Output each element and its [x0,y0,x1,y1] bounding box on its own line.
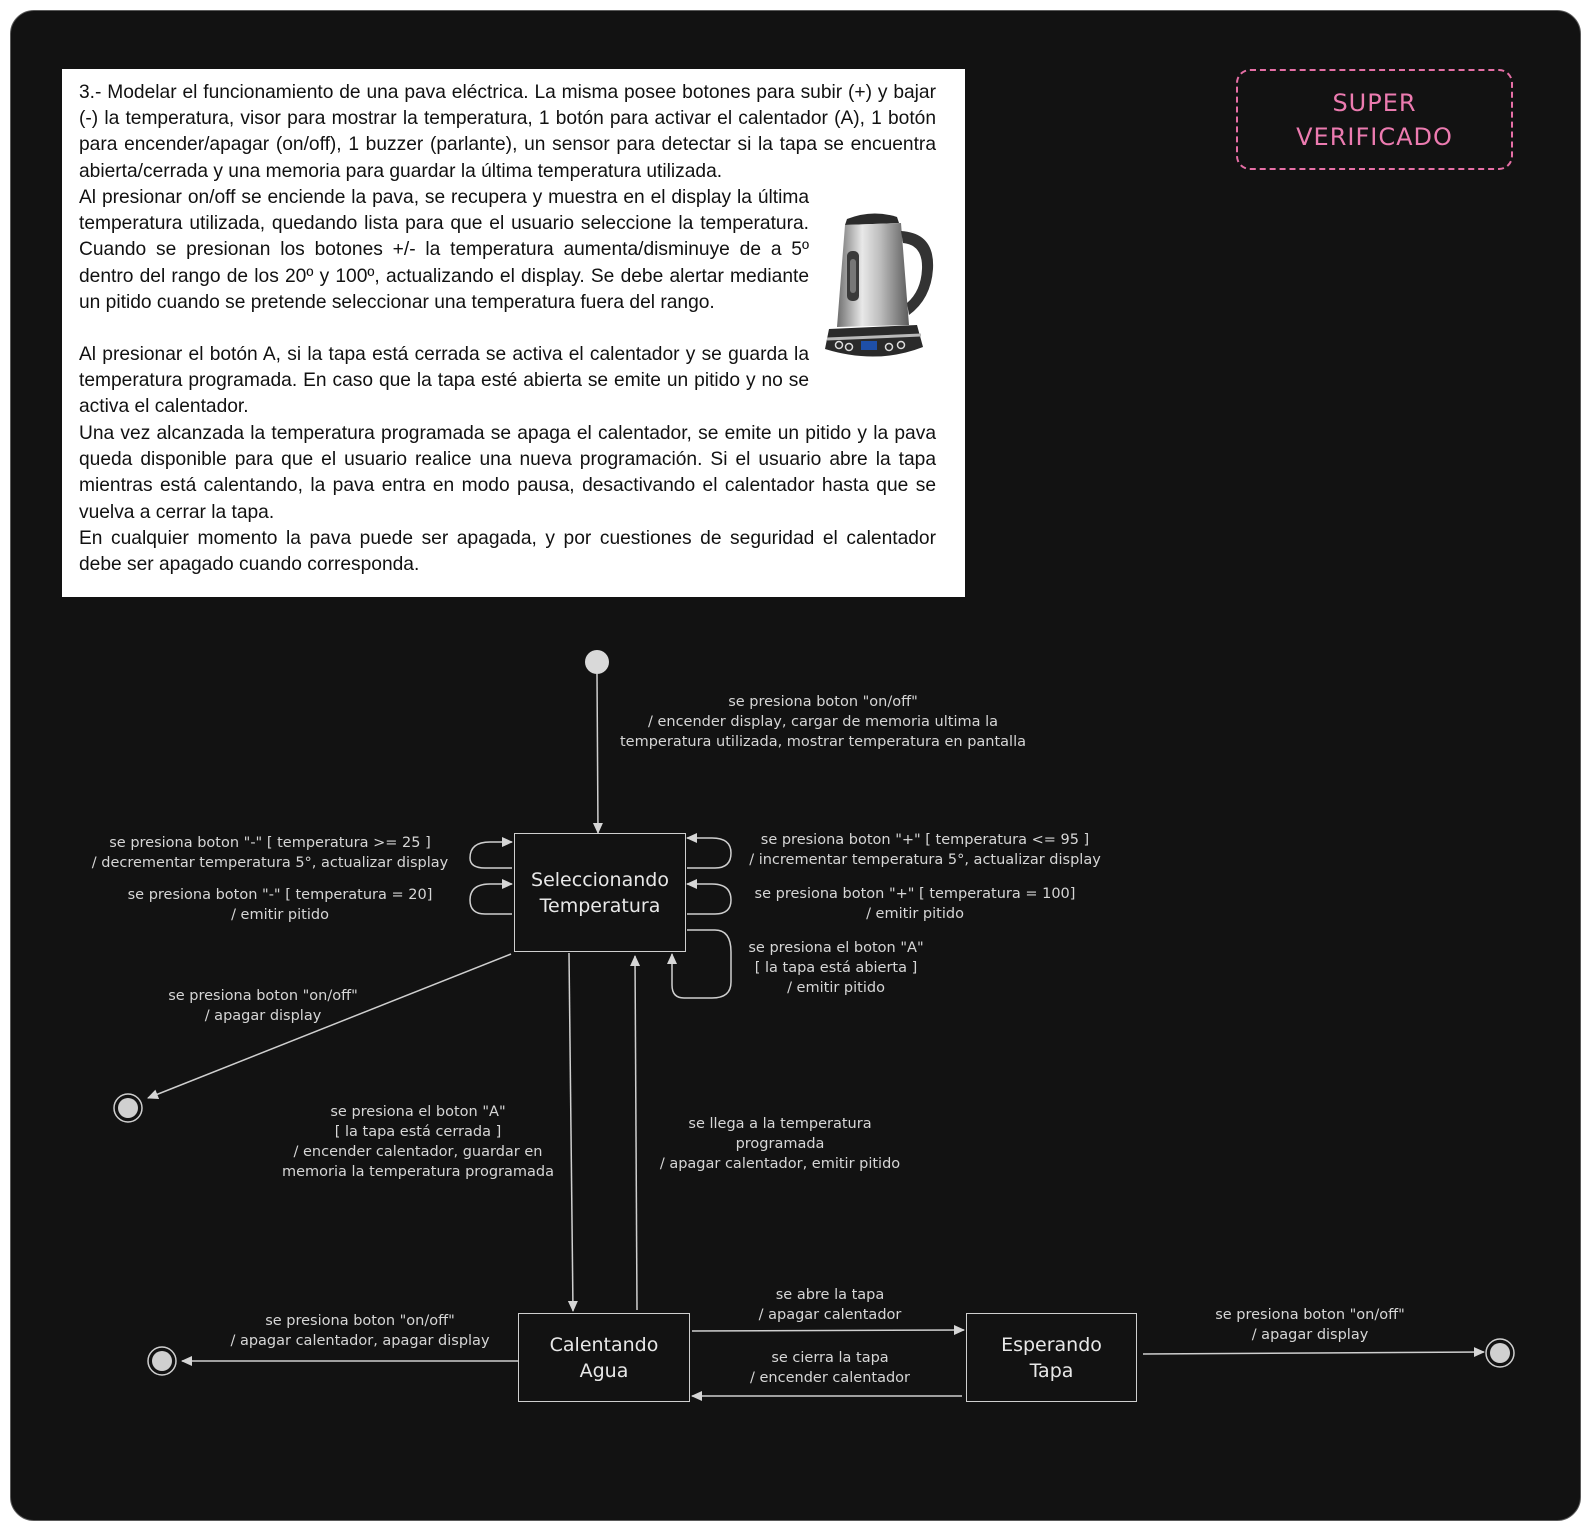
problem-paragraph-5: En cualquier momento la pava puede ser apagada, y por cuestiones de seguridad el calentador debe ser apagado cuando corresponda. [79,528,936,576]
label-a-closed [268,1102,568,1182]
label-minus-ok-line-1: se presiona boton "-" [ temperatura >= 25 ] [109,835,431,851]
label-off-select-line-2: / apagar display [204,1008,322,1024]
loop-minus-limit [470,884,512,914]
label-reached-line-2: programada [735,1136,825,1152]
label-init-line-2: / encender display, cargar de memoria ultima la [647,714,999,730]
label-off-wait-line-1: se presiona boton "on/off" [1215,1307,1405,1323]
state-seleccionando-temperatura [514,833,686,952]
label-init-line-3: temperatura utilizada, mostrar temperatura en pantalla [620,734,1026,750]
transition-off-wait-line [1143,1352,1484,1354]
final-node-left-bottom [148,1347,176,1375]
label-a-closed-line-3: / encender calentador, guardar en [293,1144,543,1160]
label-plus-ok [735,830,1115,870]
label-open-lid [720,1285,940,1325]
label-a-closed-line-4: memoria la temperatura programada [282,1164,554,1180]
transition-off-select-line [148,954,511,1098]
transition-reached-line [635,956,637,1310]
label-minus-ok-line-2: / decrementar temperatura 5°, actualizar display [91,855,449,871]
label-a-closed-line-1: se presiona el boton "A" [330,1104,506,1120]
badge-line-1: SUPER [1332,88,1417,117]
label-plus-limit-line-2: / emitir pitido [866,906,964,922]
label-init-line-1: se presiona boton "on/off" [728,694,918,710]
state-calentando-line-2: Agua [579,1359,629,1382]
label-reached-line-1: se llega a la temperatura [688,1116,872,1132]
label-a-open [736,938,936,998]
loop-minus-ok [470,842,512,868]
loop-plus-ok [687,838,731,868]
loop-plus-limit [687,884,731,914]
label-off-heat-line-1: se presiona boton "on/off" [265,1313,455,1329]
label-a-open-line-2: [ la tapa está abierta ] [754,960,918,976]
state-calentando-line-1: Calentando [549,1333,659,1356]
label-a-open-line-1: se presiona el boton "A" [748,940,924,956]
label-minus-limit-line-2: / emitir pitido [231,907,329,923]
label-close-lid [720,1348,940,1388]
label-minus-ok [70,833,470,873]
state-seleccionando-line-1: Seleccionando [531,868,669,891]
label-open-lid-line-1: se abre la tapa [775,1287,885,1303]
label-off-select [148,986,378,1026]
state-esperando-line-1: Esperando [1001,1333,1102,1356]
label-a-closed-line-2: [ la tapa está cerrada ] [334,1124,502,1140]
initial-node [585,650,609,674]
label-plus-ok-line-1: se presiona boton "+" [ temperatura <= 95 ] [760,832,1090,848]
problem-paragraph-3: Al presionar el botón A, si la tapa está cerrada se activa el calentador y se guarda la temperatura programada. En caso que la tapa esté abierta se emite un pitido y no se activa el calentador. [79,344,809,418]
label-close-lid-line-1: se cierra la tapa [771,1350,889,1366]
label-reached [640,1114,920,1174]
label-plus-limit [735,884,1095,924]
label-init [598,692,1048,752]
state-esperando-tapa [966,1313,1137,1402]
final-node-left-top [114,1094,142,1122]
transition-a-closed-line [569,953,573,1311]
label-plus-ok-line-2: / incrementar temperatura 5°, actualizar display [749,852,1101,868]
label-off-wait [1190,1305,1430,1345]
transition-open-lid-line [692,1330,964,1331]
label-off-heat-line-2: / apagar calentador, apagar display [230,1333,490,1349]
problem-paragraph-2: Al presionar on/off se enciende la pava, se recupera y muestra en el display la última temperatura utilizada, quedando lista para que el usuario seleccione la temperatura. Cuando se presionan los botones +/- la temperatura aumenta/disminuye de a 5º dentro del rango de los 20º y 100º, actualizando el display. Se debe alertar mediante un pitido cuando se pretende seleccionar una temperatura fuera del rango. [79,187,809,313]
label-off-select-line-1: se presiona boton "on/off" [168,988,358,1004]
label-close-lid-line-2: / encender calentador [750,1370,910,1386]
label-off-wait-line-2: / apagar display [1251,1327,1369,1343]
problem-paragraph-4: Una vez alcanzada la temperatura programada se apaga el calentador, se emite un pitido y la pava queda disponible para que el usuario realice una nueva programación. Si el usuario abre la tapa mientras está calentando, la pava entra en modo pausa, desactivando el calentador hasta que se vuelva a cerrar la tapa. [79,423,936,523]
label-minus-limit-line-1: se presiona boton "-" [ temperatura = 20] [127,887,433,903]
label-minus-limit [102,885,458,925]
badge-line-2: VERIFICADO [1296,122,1453,151]
final-node-right [1486,1339,1514,1367]
state-seleccionando-line-2: Temperatura [539,894,661,917]
label-plus-limit-line-1: se presiona boton "+" [ temperatura = 100] [754,886,1076,902]
problem-paragraph-1: 3.- Modelar el funcionamiento de una pava eléctrica. La misma posee botones para subir (+) y bajar (-) la temperatura, visor para mostrar la temperatura, 1 botón para activar el calentador (A), 1 botón para encender/apagar (on/off), 1 buzzer (parlante), un sensor para detectar si la tapa se encuentra abierta/cerrada y una memoria para guardar la última temperatura utilizada. [79,82,936,182]
label-a-open-line-3: / emitir pitido [787,980,885,996]
label-reached-line-3: / apagar calentador, emitir pitido [659,1156,901,1172]
label-open-lid-line-2: / apagar calentador [758,1307,902,1323]
state-esperando-line-2: Tapa [1029,1359,1074,1382]
state-calentando-agua [518,1313,690,1402]
label-off-heat [210,1311,510,1351]
